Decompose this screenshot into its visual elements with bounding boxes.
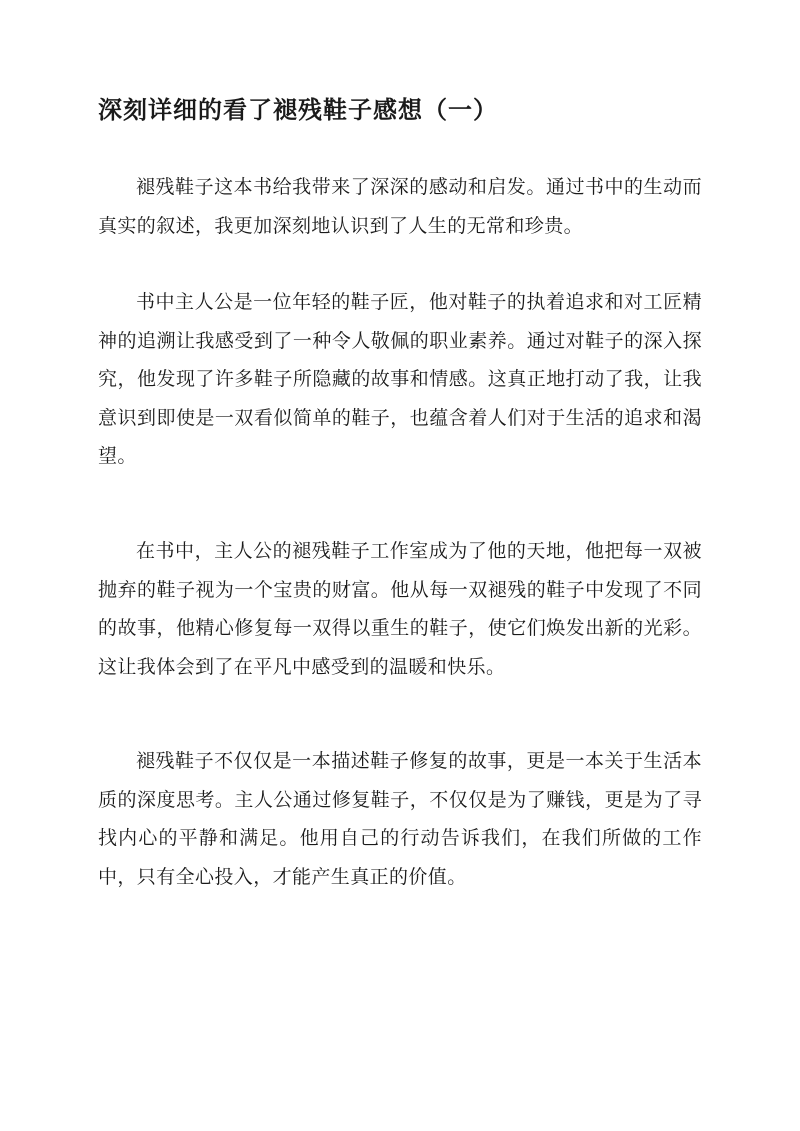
paragraph-1: 褪残鞋子这本书给我带来了深深的感动和启发。通过书中的生动而真实的叙述，我更加深刻地认识到了人生的无常和珍贵。 — [98, 176, 702, 237]
paragraph-4: 褪残鞋子不仅仅是一本描述鞋子修复的故事，更是一本关于生活本质的深度思考。主人公通过修复鞋子，不仅仅是为了赚钱，更是为了寻找内心的平静和满足。他用自己的行动告诉我们，在我们所做的工作中，只有全心投入，才能产生真正的价值。 — [98, 750, 702, 888]
paragraph-2: 书中主人公是一位年轻的鞋子匠，他对鞋子的执着追求和对工匠精神的追溯让我感受到了一种令人敬佩的职业素养。通过对鞋子的深入探究，他发现了许多鞋子所隐藏的故事和情感。这真正地打动了我，让我意识到即使是一双看似简单的鞋子，也蕴含着人们对于生活的追求和渴望。 — [98, 291, 702, 467]
paragraph-3: 在书中，主人公的褪残鞋子工作室成为了他的天地，他把每一双被抛弃的鞋子视为一个宝贵的财富。他从每一双褪残的鞋子中发现了不同的故事，他精心修复每一双得以重生的鞋子，使它们焕发出新的光彩。这让我体会到了在平凡中感受到的温暖和快乐。 — [98, 540, 702, 678]
document-title: 深刻详细的看了褪残鞋子感想（一） — [98, 95, 498, 124]
